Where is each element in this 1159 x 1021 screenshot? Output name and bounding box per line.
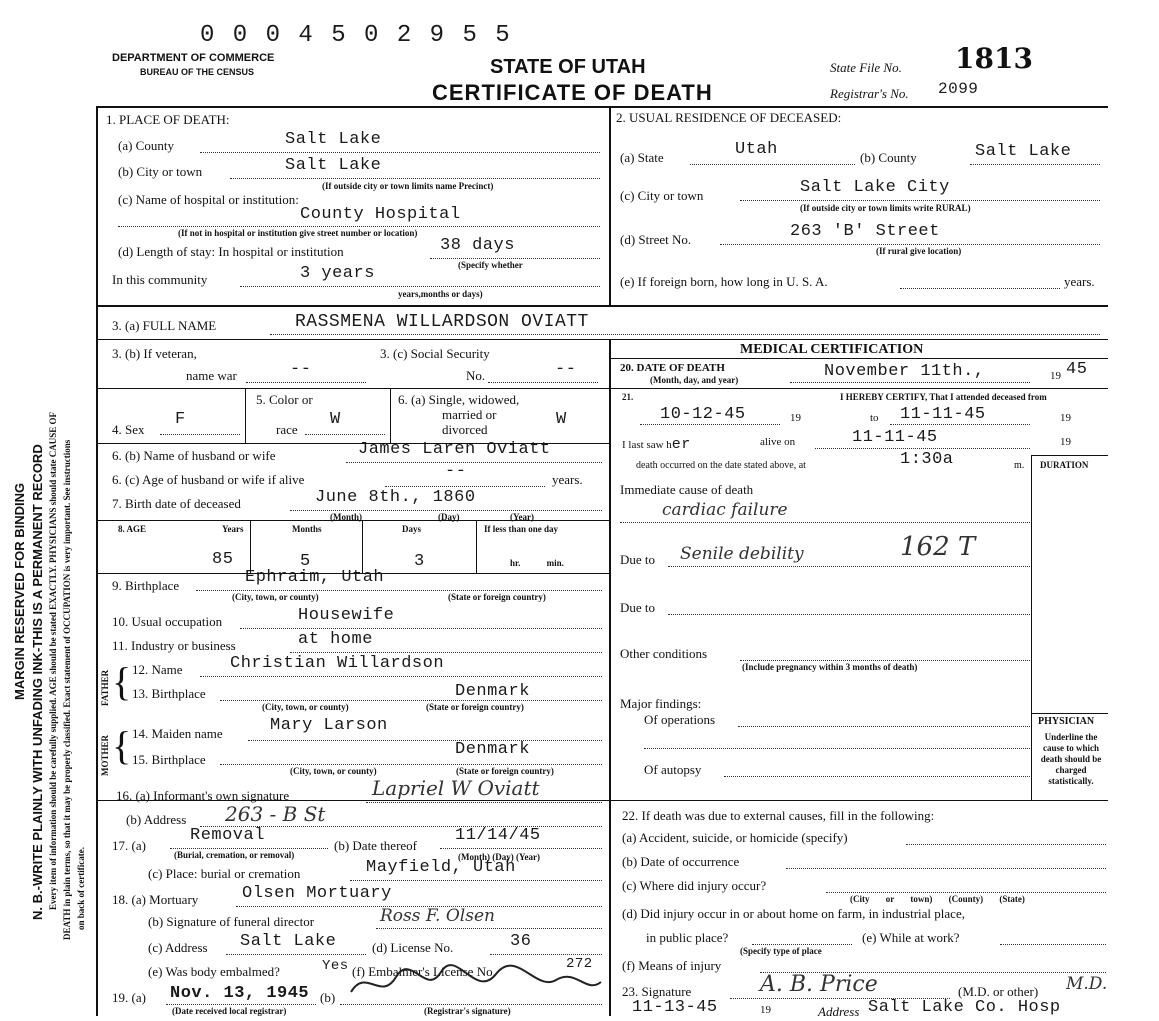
sex-value[interactable]: F bbox=[175, 410, 186, 429]
ss-value[interactable]: -- bbox=[555, 360, 577, 379]
birthplace-value[interactable]: Ephraim, Utah bbox=[245, 568, 385, 587]
spouse-years-label: years. bbox=[552, 472, 583, 487]
burial-place-value[interactable]: Mayfield, Utah bbox=[366, 858, 516, 877]
informant-signature[interactable]: Lapriel W Oviatt bbox=[372, 776, 540, 800]
ymd-note: years,months or days) bbox=[398, 289, 483, 299]
father-bp-value[interactable]: Denmark bbox=[455, 682, 530, 701]
dod-note: (Month, day, and year) bbox=[650, 375, 739, 385]
dod-label: 20. DATE OF DEATH bbox=[620, 362, 725, 374]
operations-label: Of operations bbox=[644, 712, 716, 727]
certificate-title: CERTIFICATE OF DEATH bbox=[432, 80, 713, 105]
m-label: m. bbox=[1014, 460, 1025, 471]
received-label: 19. (a) bbox=[112, 990, 146, 1005]
father-bracket: { bbox=[112, 659, 132, 704]
registrar-label: Registrar's No. bbox=[830, 86, 909, 101]
physician-box-text: Underline the cause to which death should be charged statistically. bbox=[1040, 732, 1102, 786]
certify-number: 21. bbox=[622, 392, 634, 402]
age-years[interactable]: 85 bbox=[212, 550, 234, 569]
res-city-label: (c) City or town bbox=[620, 188, 704, 203]
race-value[interactable]: W bbox=[330, 410, 341, 429]
margin-instructions-3: on back of certificate. bbox=[76, 847, 86, 930]
type-note: (Specify type of place bbox=[740, 946, 822, 956]
medical-cert-title: MEDICAL CERTIFICATION bbox=[740, 342, 924, 357]
mother-name-value[interactable]: Mary Larson bbox=[270, 716, 388, 735]
due-to-1[interactable]: Senile debility bbox=[680, 544, 804, 564]
external-f: (f) Means of injury bbox=[622, 958, 722, 973]
burial-note: (Burial, cremation, or removal) bbox=[174, 850, 295, 860]
res-county-label: (b) County bbox=[860, 150, 917, 165]
mort-address-value[interactable]: Salt Lake bbox=[240, 932, 337, 951]
mortuary-value[interactable]: Olsen Mortuary bbox=[242, 884, 392, 903]
marital-label-3: divorced bbox=[442, 422, 488, 437]
stay-value[interactable]: 38 days bbox=[440, 236, 515, 255]
res-county-value[interactable]: Salt Lake bbox=[975, 142, 1072, 161]
received-note: (Date received local registrar) bbox=[172, 1006, 287, 1016]
major-findings-label: Major findings: bbox=[620, 696, 702, 711]
received-value[interactable]: Nov. 13, 1945 bbox=[170, 984, 310, 1003]
years-col: Years bbox=[222, 524, 244, 534]
mother-bp-label: 15. Birthplace bbox=[132, 752, 206, 767]
external-b: (b) Date of occurrence bbox=[622, 854, 740, 869]
occurred-label: death occurred on the date stated above, at bbox=[636, 460, 806, 471]
informant-address-label: (b) Address bbox=[126, 812, 187, 827]
res-state-value[interactable]: Utah bbox=[735, 140, 778, 159]
year-note: (Year) bbox=[510, 512, 534, 522]
res-years-label: years. bbox=[1064, 274, 1095, 289]
informant-label: 16. (a) Informant's own signature bbox=[116, 788, 290, 803]
sig-date[interactable]: 11-13-45 bbox=[632, 998, 718, 1017]
margin-permanent-record-text: N. B.-WRITE PLAINLY WITH UNFADING INK-THIS IS A PERMANENT RECORD bbox=[30, 444, 45, 920]
days-col: Days bbox=[402, 524, 422, 534]
community-value[interactable]: 3 years bbox=[300, 264, 375, 283]
res-city-note: (If outside city or town limits write RURAL) bbox=[800, 203, 971, 213]
age-months[interactable]: 5 bbox=[300, 552, 311, 571]
res-street-label: (d) Street No. bbox=[620, 232, 692, 247]
mother-bp-value[interactable]: Denmark bbox=[455, 740, 530, 759]
autopsy-label: Of autopsy bbox=[644, 762, 702, 777]
duration-label: DURATION bbox=[1040, 460, 1089, 470]
other-note: (Include pregnancy within 3 months of death) bbox=[742, 662, 918, 672]
ss-no-label: No. bbox=[466, 368, 486, 383]
specify-note: (Specify whether bbox=[458, 260, 523, 270]
name-war-label: name war bbox=[186, 368, 237, 383]
father-bp-note-1: (City, town, or county) bbox=[262, 702, 349, 712]
industry-label: 11. Industry or business bbox=[112, 638, 236, 653]
embalmer-value[interactable]: 272 bbox=[566, 956, 593, 972]
race-label: race bbox=[276, 422, 298, 437]
md-value: M.D. bbox=[1066, 974, 1108, 994]
mother-bracket: { bbox=[112, 723, 132, 768]
res-foreign-label: (e) If foreign born, how long in U. S. A. bbox=[620, 274, 828, 289]
informant-address[interactable]: 263 - B St bbox=[225, 802, 326, 826]
director-label: (b) Signature of funeral director bbox=[148, 914, 315, 929]
birthplace-label: 9. Birthplace bbox=[112, 578, 180, 593]
sig-address-label: Address bbox=[818, 1004, 860, 1019]
attended-to[interactable]: 11-11-45 bbox=[900, 405, 986, 424]
nineteen-1: 19 bbox=[790, 412, 801, 424]
license-label: (d) License No. bbox=[372, 940, 454, 955]
registrar-number: 2099 bbox=[938, 80, 979, 98]
stay-label: (d) Length of stay: In hospital or institution bbox=[118, 244, 344, 259]
industry-value[interactable]: at home bbox=[298, 630, 373, 649]
license-value[interactable]: 36 bbox=[510, 932, 532, 951]
external-a: (a) Accident, suicide, or homicide (specify) bbox=[622, 830, 848, 845]
margin-binding-text: MARGIN RESERVED FOR BINDING bbox=[12, 482, 27, 700]
res-street-note: (If rural give location) bbox=[876, 246, 962, 256]
last-saw-label: I last saw her bbox=[622, 436, 691, 453]
mortuary-label: 18. (a) Mortuary bbox=[112, 892, 199, 907]
spouse-age-value[interactable]: -- bbox=[445, 462, 467, 481]
mother-side-label: MOTHER bbox=[100, 734, 110, 776]
residence-label: 2. USUAL RESIDENCE OF DECEASED: bbox=[616, 110, 842, 125]
occupation-label: 10. Usual occupation bbox=[112, 614, 223, 629]
director-signature[interactable]: Ross F. Olsen bbox=[380, 906, 495, 926]
res-street-value[interactable]: 263 'B' Street bbox=[790, 222, 940, 241]
city-value[interactable]: Salt Lake bbox=[285, 156, 382, 175]
father-side-label: FATHER bbox=[100, 669, 110, 706]
bureau-text: BUREAU OF THE CENSUS bbox=[140, 67, 255, 77]
hospital-note: (If not in hospital or institution give street number or location) bbox=[178, 228, 418, 238]
external-c-note: (City or town) (County) (State) bbox=[850, 894, 1025, 904]
sex-label: 4. Sex bbox=[112, 422, 145, 437]
external-title: 22. If death was due to external causes, fill in the following: bbox=[622, 808, 935, 823]
dod-value[interactable]: November 11th., bbox=[824, 362, 985, 381]
age-days[interactable]: 3 bbox=[414, 552, 425, 571]
place-of-death-label: 1. PLACE OF DEATH: bbox=[106, 112, 230, 127]
marital-value[interactable]: W bbox=[556, 410, 567, 429]
bp-note-1: (City, town, or county) bbox=[232, 592, 319, 602]
immediate-label: Immediate cause of death bbox=[620, 482, 754, 497]
state-file-number: 1813 bbox=[955, 42, 1033, 75]
community-label: In this community bbox=[112, 272, 208, 287]
time-of-death[interactable]: 1:30a bbox=[900, 450, 954, 469]
other-conditions-label: Other conditions bbox=[620, 646, 708, 661]
external-e: (e) While at work? bbox=[862, 930, 960, 945]
hospital-value[interactable]: County Hospital bbox=[300, 205, 461, 224]
age-label: 8. AGE bbox=[118, 524, 147, 534]
occupation-value[interactable]: Housewife bbox=[298, 606, 395, 625]
mort-address-label: (c) Address bbox=[148, 940, 208, 955]
sig-address-value[interactable]: Salt Lake Co. Hosp bbox=[868, 998, 1061, 1017]
external-c: (c) Where did injury occur? bbox=[622, 878, 767, 893]
registrar-signature bbox=[346, 962, 606, 1004]
mother-bp-note-2: (State or foreign country) bbox=[456, 766, 554, 776]
veteran-label: 3. (b) If veteran, bbox=[112, 346, 197, 361]
father-bp-note-2: (State or foreign country) bbox=[426, 702, 524, 712]
county-label: (a) County bbox=[118, 138, 174, 153]
mother-bp-note-1: (City, town, or county) bbox=[290, 766, 377, 776]
father-name-label: 12. Name bbox=[132, 662, 183, 677]
md-label: (M.D. or other) bbox=[958, 984, 1039, 999]
city-label: (b) City or town bbox=[118, 164, 203, 179]
embalmed-label: (e) Was body embalmed? bbox=[148, 964, 280, 979]
burial-date-label: (b) Date thereof bbox=[334, 838, 418, 853]
full-name-label: 3. (a) FULL NAME bbox=[112, 318, 217, 333]
marital-label: 6. (a) Single, widowed, bbox=[398, 392, 520, 407]
alive-label: alive on bbox=[760, 436, 796, 448]
sig-nineteen: 19 bbox=[760, 1004, 771, 1016]
father-name-value[interactable]: Christian Willardson bbox=[230, 654, 445, 673]
burial-date-value[interactable]: 11/14/45 bbox=[455, 826, 541, 845]
cause-code: 162 T bbox=[900, 532, 976, 562]
registrar-sig-note: (Registrar's signature) bbox=[424, 1006, 511, 1016]
county-value[interactable]: Salt Lake bbox=[285, 130, 382, 149]
hospital-label: (c) Name of hospital or institution: bbox=[118, 192, 299, 207]
registrar-sig-label: (b) bbox=[320, 990, 336, 1005]
father-bp-label: 13. Birthplace bbox=[132, 686, 206, 701]
nineteen-3: 19 bbox=[1060, 436, 1071, 448]
burial-label: 17. (a) bbox=[112, 838, 146, 853]
hr-min: hr. min. bbox=[510, 558, 564, 568]
ss-label: 3. (c) Social Security bbox=[380, 346, 490, 361]
physician-box-title: PHYSICIAN bbox=[1038, 716, 1095, 727]
serial-number: 0 0 0 4 5 0 2 9 5 5 bbox=[200, 22, 512, 49]
state-file-label: State File No. bbox=[830, 60, 902, 75]
external-d: (d) Did injury occur in or about home on farm, in industrial place, bbox=[622, 906, 965, 921]
state-heading: STATE OF UTAH bbox=[490, 56, 646, 78]
signature-label: 23. Signature bbox=[622, 984, 692, 999]
month-note: (Month) bbox=[330, 512, 362, 522]
less-day-col: If less than one day bbox=[484, 524, 559, 534]
embalmer-label: (f) Embalmer's License No. bbox=[352, 964, 496, 979]
burial-value[interactable]: Removal bbox=[190, 826, 265, 845]
birth-date-label: 7. Birth date of deceased bbox=[112, 496, 241, 511]
color-label: 5. Color or bbox=[256, 392, 313, 407]
margin-instructions-1: Every item of information should be carefully supplied. AGE should be stated EXACTLY. PHYSICIANS should state CAUSE OF bbox=[48, 412, 58, 910]
spouse-age-label: 6. (c) Age of husband or wife if alive bbox=[112, 472, 305, 487]
veteran-value[interactable]: -- bbox=[290, 360, 312, 379]
spouse-label: 6. (b) Name of husband or wife bbox=[112, 448, 276, 463]
spouse-value[interactable]: James Laren Oviatt bbox=[358, 440, 551, 459]
mother-name-label: 14. Maiden name bbox=[132, 726, 223, 741]
dod-year-prefix: 19 bbox=[1050, 370, 1061, 382]
external-d2: in public place? bbox=[646, 930, 729, 945]
nineteen-2: 19 bbox=[1060, 412, 1071, 424]
res-city-value[interactable]: Salt Lake City bbox=[800, 178, 950, 197]
department-text: DEPARTMENT OF COMMERCE bbox=[112, 52, 275, 64]
margin-instructions-2: DEATH in plain terms, so that it may be properly classified. Exact statement of OCCUPATION is very important. See instructions bbox=[62, 439, 72, 940]
physician-signature[interactable]: A. B. Price bbox=[760, 972, 878, 997]
dod-year[interactable]: 45 bbox=[1066, 360, 1088, 379]
burial-date-note: (Month) (Day) (Year) bbox=[458, 852, 540, 862]
birth-date-value[interactable]: June 8th., 1860 bbox=[315, 488, 476, 507]
due-to-label-2: Due to bbox=[620, 600, 656, 615]
last-saw-suffix: er bbox=[671, 436, 691, 453]
immediate-cause[interactable]: cardiac failure bbox=[662, 500, 788, 520]
marital-label-2: married or bbox=[442, 407, 497, 422]
alive-value[interactable]: 11-11-45 bbox=[852, 428, 938, 447]
certify-text: I HEREBY CERTIFY, That I attended deceased from bbox=[840, 392, 1047, 402]
full-name-value[interactable]: RASSMENA WILLARDSON OVIATT bbox=[295, 312, 589, 332]
due-to-label-1: Due to bbox=[620, 552, 656, 567]
to-label: to bbox=[870, 412, 879, 424]
embalmed-value[interactable]: Yes bbox=[322, 958, 349, 974]
res-state-label: (a) State bbox=[620, 150, 664, 165]
months-col: Months bbox=[292, 524, 322, 534]
bp-note-2: (State or foreign country) bbox=[448, 592, 546, 602]
attended-from[interactable]: 10-12-45 bbox=[660, 405, 746, 424]
city-note: (If outside city or town limits name Precinct) bbox=[322, 181, 494, 191]
day-note: (Day) bbox=[438, 512, 460, 522]
burial-place-label: (c) Place: burial or cremation bbox=[148, 866, 301, 881]
